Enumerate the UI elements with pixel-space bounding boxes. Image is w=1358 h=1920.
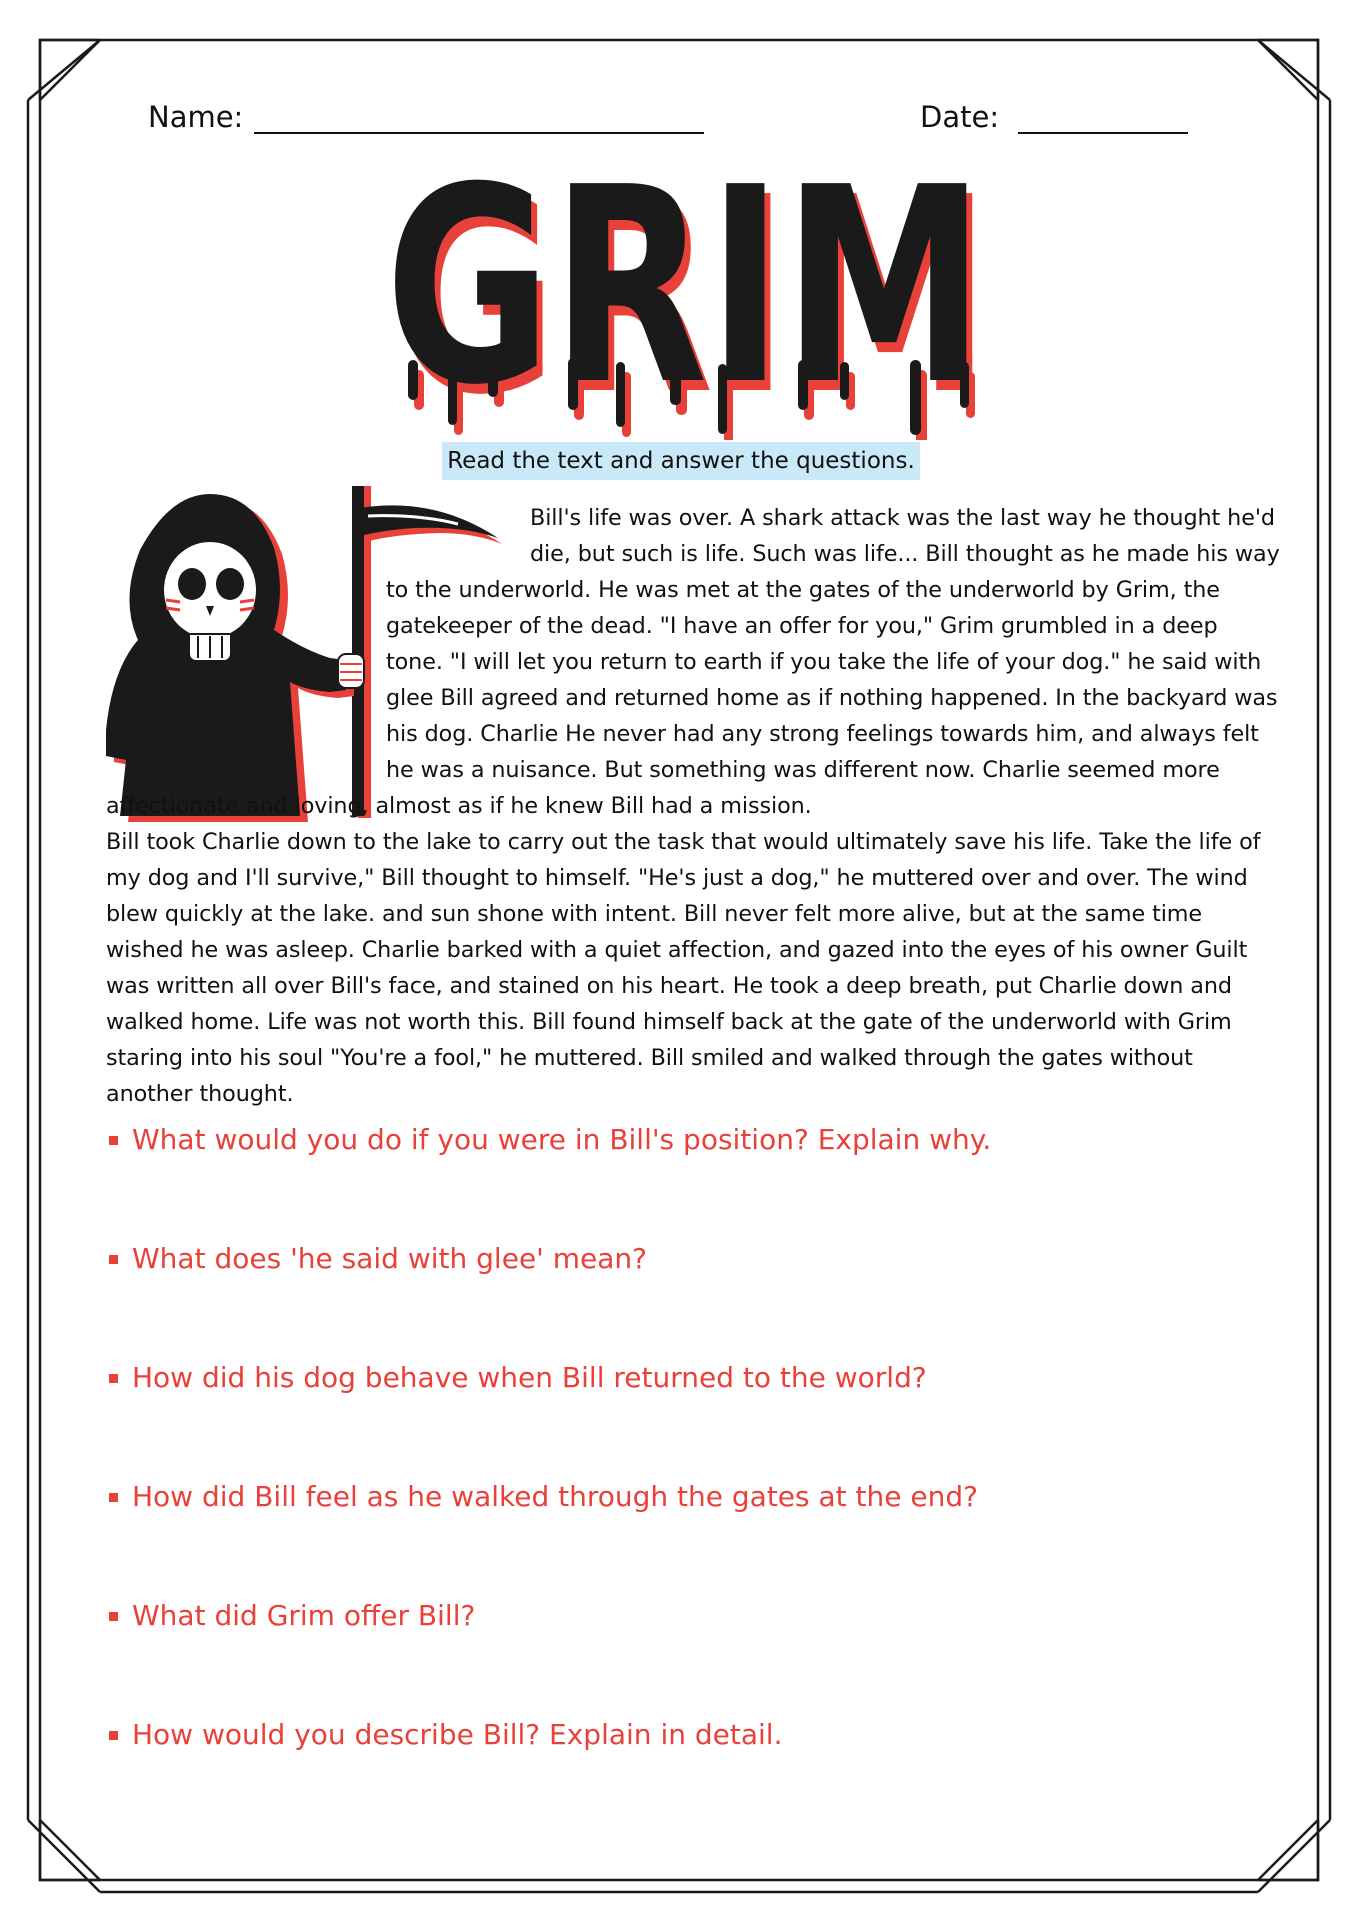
question-list bbox=[106, 1120, 1256, 1834]
story-text bbox=[106, 500, 1280, 1112]
question-4: How did Bill feel as he walked through the gates at the end? bbox=[106, 1477, 1256, 1596]
story-paragraph-2: Bill took Charlie down to the lake to carry out the task that would ultimately save his life. Take the life of my dog and I'll survive," Bill thought to himself. "He's just a dog," he muttered over and over. The wind blew quickly at the lake. and sun shone with intent. Bill never felt more alive, but at the same time wished he was asleep. Charlie barked with a quiet affection, and gazed into the eyes of his owner Guilt was written all over Bill's face, and stained on his heart. He took a deep breath, put Charlie down and walked home. Life was not worth this. Bill found himself back at the gate of the underworld with Grim staring into his soul "You're a fool," he muttered. Bill smiled and walked through the gates without another thought. bbox=[106, 829, 1261, 1107]
bullet-square-icon bbox=[109, 1374, 118, 1383]
instruction-banner: Read the text and answer the questions. bbox=[442, 442, 920, 480]
bullet-square-icon bbox=[109, 1493, 118, 1502]
name-field-line[interactable] bbox=[254, 132, 704, 134]
question-3: How did his dog behave when Bill returned to the world? bbox=[106, 1358, 1256, 1477]
question-6: How would you describe Bill? Explain in detail. bbox=[106, 1715, 1256, 1834]
question-1: What would you do if you were in Bill's position? Explain why. bbox=[106, 1120, 1256, 1239]
bullet-square-icon bbox=[109, 1612, 118, 1621]
title-text: GRIM bbox=[385, 140, 985, 440]
page-title bbox=[370, 140, 1000, 440]
date-label: Date: bbox=[920, 100, 1000, 134]
svg-text:GRIM: GRIM bbox=[391, 140, 991, 440]
story-paragraph-1: Bill's life was over. A shark attack was the last way he thought he'd die, but such is life. Such was life... Bill thought as he made his way to the underworld. He was met at the gates of the underworld by Grim, the gatekeeper of the dead. "I have an offer for you," Grim grumbled in a deep tone. "I will let you return to earth if you take the life of your dog." he said with glee Bill agreed and returned home as if nothing happened. In the backyard was his dog. Charlie He never had any strong feelings towards him, and always felt he was a nuisance. But something was different now. Charlie seemed more affectionate and loving, almost as if he knew Bill had a mission. bbox=[106, 505, 1280, 819]
date-field-line[interactable] bbox=[1018, 132, 1188, 134]
question-5: What did Grim offer Bill? bbox=[106, 1596, 1256, 1715]
bullet-square-icon bbox=[109, 1731, 118, 1740]
question-2: What does 'he said with glee' mean? bbox=[106, 1239, 1256, 1358]
bullet-square-icon bbox=[109, 1255, 118, 1264]
bullet-square-icon bbox=[109, 1136, 118, 1145]
name-label: Name: bbox=[148, 100, 244, 134]
